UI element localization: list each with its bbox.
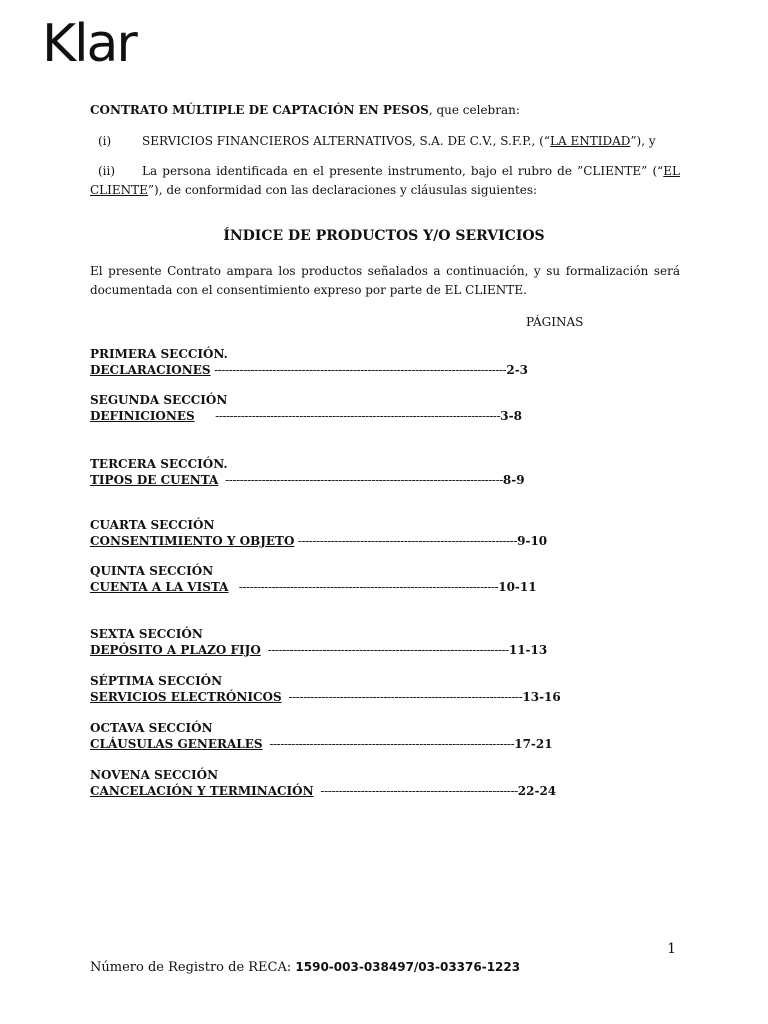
leader-dashes: -------------------------------------------------------------------------------- (210, 363, 507, 377)
section-title: CLÁUSULAS GENERALES (90, 737, 263, 751)
index-entry (90, 626, 547, 658)
contract-title: CONTRATO MÚLTIPLE DE CAPTACIÓN EN PESOS (90, 103, 429, 117)
reca-label: Número de Registro de RECA: (90, 960, 296, 975)
section-title: CONSENTIMIENTO Y OBJETO (90, 534, 295, 548)
section-label: SÉPTIMA SECCIÓN (90, 674, 223, 688)
section-pages: 13-16 (522, 690, 561, 704)
section-label: CUARTA SECCIÓN (90, 518, 215, 532)
section-title: CANCELACIÓN Y TERMINACIÓN (90, 784, 314, 798)
leader-dashes: ------------------------------------------------------------------- (262, 737, 515, 751)
party-item-2 (90, 162, 680, 200)
pages-column-label: PÁGINAS (526, 315, 584, 329)
section-title: DECLARACIONES (90, 363, 211, 377)
index-entry (90, 673, 561, 705)
section-label: SEXTA SECCIÓN (90, 627, 203, 641)
leader-dashes: ----------------------------------------------------------------------- (228, 580, 499, 594)
page-number: 1 (667, 941, 676, 957)
leader-dashes: ---------------------------------------------------------------- (281, 690, 523, 704)
section-title: DEFINICIONES (90, 409, 195, 423)
party-item-text: SERVICIOS FINANCIEROS ALTERNATIVOS, S.A. DE C.V., S.F.P., (“ (142, 134, 550, 148)
reca-code: 1590-003-038497/03-03376-1223 (295, 960, 521, 974)
section-label: SEGUNDA SECCIÓN (90, 393, 228, 407)
contract-intro (90, 101, 680, 120)
section-title: TIPOS DE CUENTA (90, 473, 219, 487)
section-label: TERCERA SECCIÓN. (90, 457, 228, 471)
reca-registration (90, 960, 520, 975)
leader-dashes: ------------------------------------------------------------------ (260, 643, 509, 657)
section-pages: 22-24 (517, 784, 557, 798)
index-entry (90, 346, 528, 378)
leader-dashes: ------------------------------------------------------------ (294, 534, 518, 548)
index-entry (90, 392, 522, 424)
section-title: SERVICIOS ELECTRÓNICOS (90, 690, 282, 704)
section-label: NOVENA SECCIÓN (90, 768, 219, 782)
index-entry (90, 456, 525, 488)
index-heading: ÍNDICE DE PRODUCTOS Y/O SERVICIOS (223, 228, 545, 244)
section-pages: 17-21 (514, 737, 553, 751)
party-item-after: ”), de conformidad con las declaraciones y cláusulas siguientes: (147, 183, 538, 197)
index-entry (90, 767, 556, 799)
section-title: CUENTA A LA VISTA (90, 580, 229, 594)
party-item-1 (90, 132, 680, 151)
section-label: PRIMERA SECCIÓN. (90, 347, 228, 361)
index-entry (90, 563, 537, 595)
party-item-number: (ii) (98, 164, 116, 178)
leader-dashes: ------------------------------------------------------ (313, 784, 518, 798)
leader-dashes: ---------------------------------------------------------------------------- (218, 473, 503, 487)
section-label: OCTAVA SECCIÓN (90, 721, 213, 735)
party-item-number: (i) (98, 134, 112, 148)
leader-dashes: ------------------------------------------------------------------------------ (194, 409, 501, 423)
party-item-term: LA ENTIDAD (550, 134, 631, 148)
party-item-term: EL CLIENTE (90, 164, 680, 197)
section-pages: 8-9 (502, 473, 525, 487)
section-pages: 11-13 (508, 643, 548, 657)
section-label: QUINTA SECCIÓN (90, 564, 214, 578)
index-paragraph: El presente Contrato ampara los productos señalados a continuación, y su formalización será documentada con el consentimiento expreso por parte de EL CLIENTE. (90, 264, 680, 297)
section-pages: 9-10 (517, 534, 548, 548)
section-pages: 10-11 (498, 580, 537, 594)
index-entry (90, 517, 547, 549)
party-item-after: ”), y (630, 134, 656, 148)
contract-intro-rest: , que celebran: (428, 103, 520, 117)
party-item-text: La persona identificada en el presente instrumento, bajo el rubro de ”CLIENTE” (“ (142, 164, 664, 178)
klar-logo: Klar (42, 14, 136, 74)
section-title: DEPÓSITO A PLAZO FIJO (90, 643, 261, 657)
index-entry (90, 720, 553, 752)
section-pages: 2-3 (506, 363, 529, 377)
section-pages: 3-8 (500, 409, 522, 423)
